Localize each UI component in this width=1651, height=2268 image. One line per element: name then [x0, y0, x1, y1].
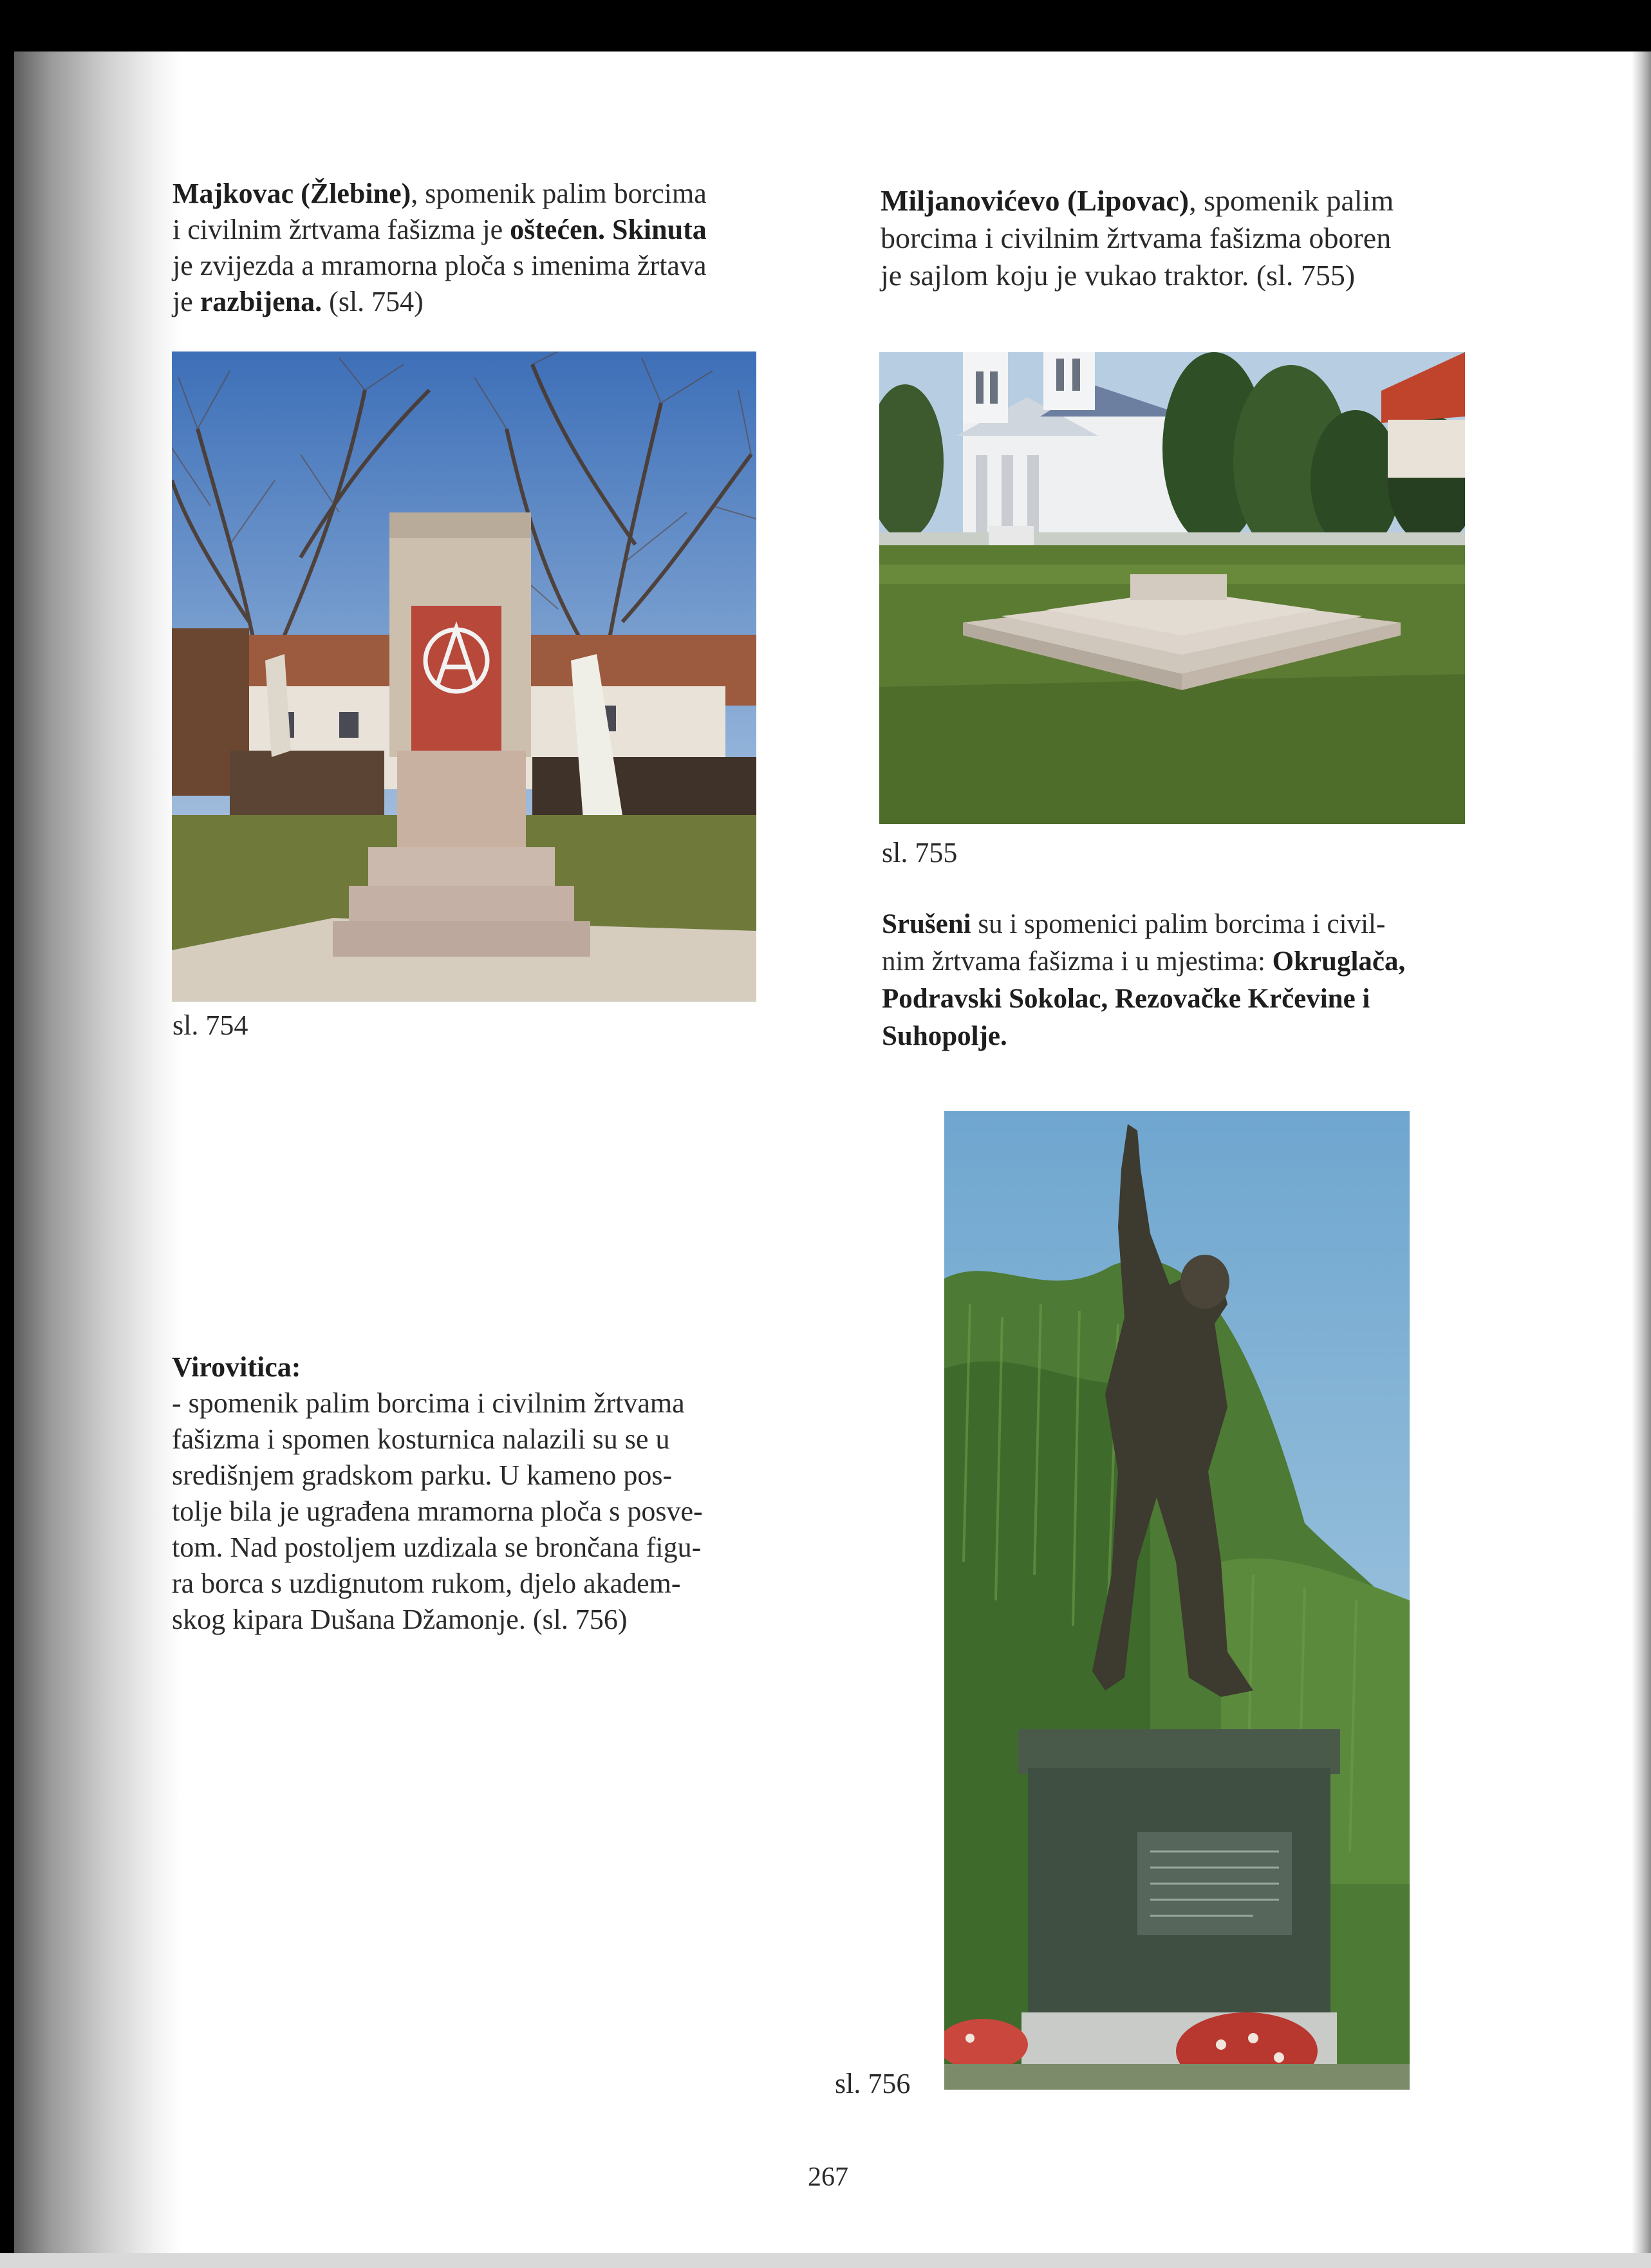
caption-sl-756: sl. 756	[835, 2068, 911, 2099]
text-line: ra borca s uzdignutom rukom, djelo akadem-	[172, 1568, 681, 1599]
photo-sl-754	[172, 351, 756, 1002]
caption-sl-755: sl. 755	[882, 837, 958, 868]
scan-left-border	[0, 0, 14, 2268]
text-line: središnjem gradskom parku. U kameno pos-	[172, 1459, 673, 1491]
paragraph-virovitica	[172, 1349, 754, 1638]
text-line: Miljanovićevo (Lipovac), spomenik palim	[881, 184, 1394, 217]
page-right-edge	[1632, 52, 1651, 2253]
paragraph-miljanovicevo	[881, 182, 1460, 294]
scan-top-border	[0, 0, 1651, 52]
scan-bottom-border	[0, 2253, 1651, 2268]
text-line: fašizma i spomen kosturnica nalazili su se u	[172, 1423, 670, 1455]
book-gutter-shadow	[14, 52, 182, 2253]
text-line: nim žrtvama fašizma i u mjestima: Okruglača,	[882, 946, 1406, 977]
photo-sl-756	[944, 1111, 1410, 2090]
text-line: je razbijena. (sl. 754)	[173, 286, 424, 317]
text-line: tolje bila je ugrađena mramorna ploča s posve-	[172, 1495, 703, 1527]
text-line: i civilnim žrtvama fašizma je oštećen. Skinuta	[173, 214, 707, 245]
photo-sl-755	[879, 352, 1465, 824]
text-line: tom. Nad postoljem uzdizala se brončana figu-	[172, 1532, 702, 1563]
caption-sl-754: sl. 754	[173, 1009, 248, 1041]
text-line: Podravski Sokolac, Rezovačke Krčevine i	[882, 984, 1370, 1014]
paragraph-sruseni	[882, 906, 1464, 1055]
page-number: 267	[808, 2162, 848, 2192]
text-line: Majkovac (Žlebine), spomenik palim borcima	[173, 178, 707, 209]
text-line: Suhopolje.	[882, 1021, 1007, 1051]
virovitica-body	[172, 1385, 754, 1638]
text-line: skog kipara Dušana Džamonje. (sl. 756)	[172, 1604, 628, 1635]
text-line: je sajlom koju je vukao traktor. (sl. 755)	[881, 259, 1356, 292]
text-line: borcima i civilnim žrtvama fašizma oboren	[881, 221, 1392, 254]
paragraph-majkovac	[173, 176, 758, 320]
text-line: Srušeni su i spomenici palim borcima i civil-	[882, 909, 1386, 939]
text-line: - spomenik palim borcima i civilnim žrtvama	[172, 1387, 685, 1419]
text-line: je zvijezda a mramorna ploča s imenima žrtava	[173, 250, 707, 281]
virovitica-heading: Virovitica:	[172, 1351, 301, 1383]
